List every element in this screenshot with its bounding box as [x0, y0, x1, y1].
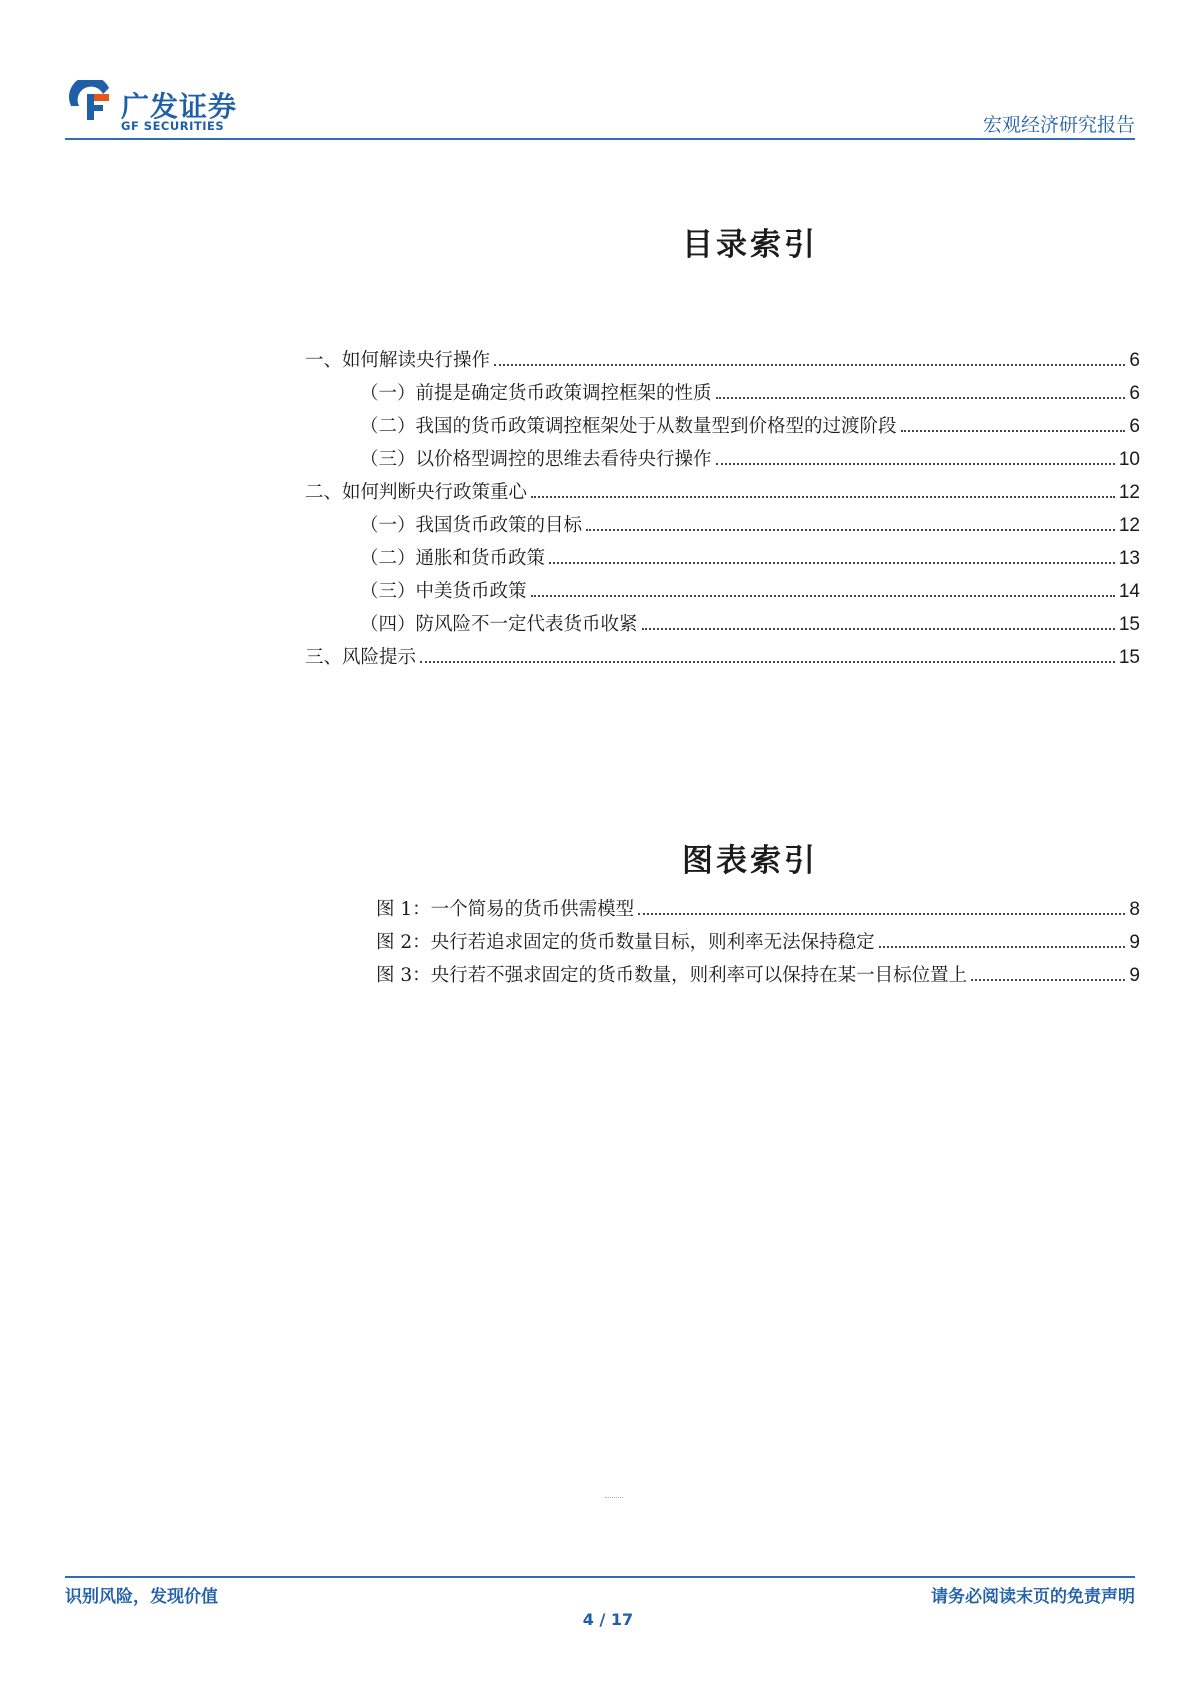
footer-disclaimer: 请务必阅读末页的免责声明: [931, 1587, 1135, 1607]
toc-entry[interactable]: [305, 636, 1140, 669]
toc-entry-page: 14: [1118, 581, 1140, 602]
toc-leader: [716, 396, 1126, 399]
toc-entry-page: 6: [1129, 416, 1140, 437]
toc-entry-text: （二）我国的货币政策调控框架处于从数量型到价格型的过渡阶段: [360, 416, 897, 437]
toc-entry-text: （三）以价格型调控的思维去看待央行操作: [360, 449, 712, 470]
toc-entry[interactable]: [305, 372, 1140, 405]
footer-divider: [65, 1576, 1135, 1578]
page-mark: [605, 1497, 623, 1498]
figure-entry-text: 图 1：一个简易的货币供需模型: [376, 899, 635, 920]
toc-entry-text: （二）通胀和货币政策: [360, 548, 546, 569]
footer-slogan: 识别风险，发现价值: [65, 1587, 218, 1607]
figure-entry-page: 9: [1129, 965, 1140, 986]
toc-entry[interactable]: [305, 405, 1140, 438]
figure-leader: [879, 945, 1126, 948]
page-number: 4 / 17: [582, 1610, 634, 1629]
toc-entry-page: 12: [1118, 482, 1140, 503]
gf-logo: [65, 80, 265, 138]
toc-leader: [901, 429, 1126, 432]
toc-entry[interactable]: [305, 471, 1140, 504]
figure-entry[interactable]: [376, 954, 1140, 987]
brand-name-en: GF SECURITIES: [121, 119, 225, 133]
toc-entry-page: 6: [1129, 350, 1140, 371]
toc-leader: [549, 561, 1115, 564]
toc-leader: [531, 495, 1115, 498]
toc-entry-text: 三、风险提示: [305, 647, 417, 668]
toc-entry-text: 二、如何判断央行政策重心: [305, 482, 528, 503]
figure-entry-page: 8: [1129, 899, 1140, 920]
figure-leader: [638, 912, 1125, 915]
figure-entry-text: 图 2：央行若追求固定的货币数量目标，则利率无法保持稳定: [376, 932, 875, 953]
toc-entry[interactable]: [305, 339, 1140, 372]
page-header: [65, 80, 1135, 140]
toc-entry[interactable]: [305, 504, 1140, 537]
toc-leader: [586, 528, 1115, 531]
toc-entry-page: 15: [1118, 614, 1140, 635]
figure-index-list: [376, 888, 1140, 987]
toc-entry[interactable]: [305, 438, 1140, 471]
toc-entry-page: 12: [1118, 515, 1140, 536]
toc-entry-text: （三）中美货币政策: [360, 581, 527, 602]
toc-list: [305, 339, 1140, 669]
report-type: 宏观经济研究报告: [982, 114, 1135, 136]
figure-entry-text: 图 3：央行若不强求固定的货币数量，则利率可以保持在某一目标位置上: [376, 965, 968, 986]
brand-name-cn: 广发证券: [121, 90, 238, 123]
toc-entry[interactable]: [305, 603, 1140, 636]
toc-entry-text: （一）我国货币政策的目标: [360, 515, 583, 536]
toc-leader: [716, 462, 1115, 465]
toc-entry-page: 13: [1118, 548, 1140, 569]
figure-entry-page: 9: [1129, 932, 1140, 953]
figure-index-title: 图表索引: [682, 843, 818, 879]
figure-leader: [971, 978, 1125, 981]
header-divider: [65, 138, 1135, 140]
toc-entry-text: （四）防风险不一定代表货币收紧: [360, 614, 638, 635]
toc-leader: [420, 660, 1115, 663]
figure-entry[interactable]: [376, 921, 1140, 954]
toc-entry-page: 6: [1129, 383, 1140, 404]
toc-entry-page: 10: [1118, 449, 1140, 470]
toc-leader: [642, 627, 1115, 630]
toc-entry-text: （一）前提是确定货币政策调控框架的性质: [360, 383, 712, 404]
toc-entry[interactable]: [305, 570, 1140, 603]
gf-logo-icon: [65, 80, 117, 132]
toc-entry-text: 一、如何解读央行操作: [305, 350, 491, 371]
toc-leader: [494, 363, 1125, 366]
toc-title: 目录索引: [682, 227, 818, 263]
figure-entry[interactable]: [376, 888, 1140, 921]
toc-entry[interactable]: [305, 537, 1140, 570]
toc-leader: [531, 594, 1115, 597]
toc-entry-page: 15: [1118, 647, 1140, 668]
